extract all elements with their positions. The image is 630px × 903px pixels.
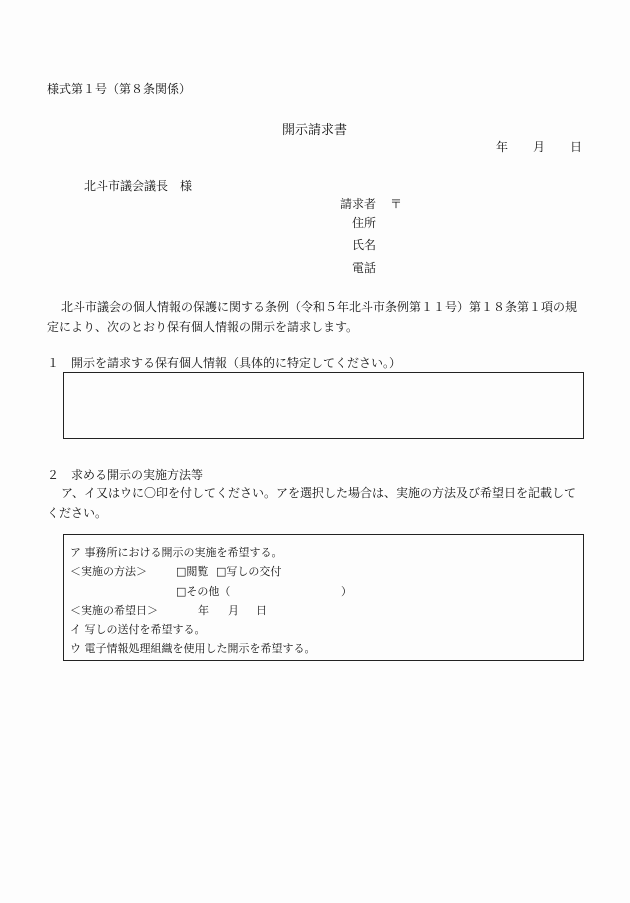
phone-label: 電話 (352, 261, 377, 275)
option-c[interactable]: ウ 電子情報処理組織を使用した開示を希望する。 (70, 642, 316, 655)
hope-day-label: 日 (256, 604, 267, 617)
option-a[interactable]: ア 事務所における開示の実施を希望する。 (70, 546, 283, 559)
postal-mark: 〒 (390, 197, 403, 211)
date-month-label: 月 (533, 140, 546, 154)
body-paragraph (47, 297, 587, 337)
section2-heading: ２ 求める開示の実施方法等 (47, 468, 204, 482)
requester-label: 請求者 (340, 197, 377, 211)
body-line-1: 北斗市議会の個人情報の保護に関する条例（令和５年北斗市条例第１１号）第１８条第１項の規 (61, 300, 578, 314)
option-b[interactable]: イ 写しの送付を希望する。 (70, 623, 206, 636)
addressee: 北斗市議会議長 様 (84, 179, 193, 193)
method-copy-checkbox[interactable]: □写しの交付 (216, 565, 282, 578)
hope-year-label: 年 (198, 604, 209, 617)
method-other-close: ） (341, 585, 352, 598)
date-label: ＜実施の希望日＞ (70, 604, 158, 617)
date-year-label: 年 (496, 140, 509, 154)
body-line-2: 定により、次のとおり保有個人情報の開示を請求します。 (47, 320, 359, 334)
instruction-line-2: ください。 (47, 506, 108, 520)
method-other-checkbox[interactable]: □その他（ (176, 585, 231, 598)
form-number: 様式第１号（第８条関係） (47, 82, 192, 96)
hope-month-label: 月 (228, 604, 239, 617)
held-info-field[interactable] (63, 372, 584, 439)
name-label: 氏名 (352, 238, 377, 252)
instruction-line-1: ア、イ又はウに〇印を付してください。アを選択した場合は、実施の方法及び希望日を記載して (61, 486, 577, 500)
date-day-label: 日 (570, 140, 583, 154)
section2-instruction (47, 483, 587, 523)
document-title: 開示請求書 (282, 123, 348, 138)
method-box (63, 534, 584, 661)
method-label: ＜実施の方法＞ (70, 565, 147, 578)
method-view-checkbox[interactable]: □閲覧 (176, 565, 209, 578)
section1-heading: １ 開示を請求する保有個人情報（具体的に特定してください。） (47, 356, 402, 370)
address-label: 住所 (352, 216, 377, 230)
